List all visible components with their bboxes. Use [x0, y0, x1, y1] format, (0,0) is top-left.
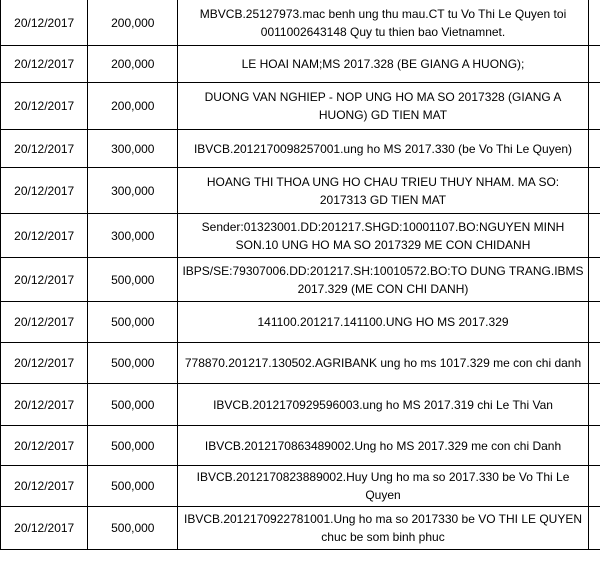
amount-cell: 300,000 — [88, 130, 178, 168]
date-cell: 20/12/2017 — [1, 46, 88, 83]
donation-table-body — [1, 0, 600, 550]
description-cell: MBVCB.25127973.mac benh ung thu mau.CT tu Vo Thi Le Quyen toi 0011002643148 Quy tu thien bao Vietnamnet. — [178, 0, 589, 46]
description-cell: LE HOAI NAM;MS 2017.328 (BE GIANG A HUONG); — [178, 46, 589, 83]
date-cell: 20/12/2017 — [1, 384, 88, 426]
amount-cell: 500,000 — [88, 258, 178, 302]
date-cell: 20/12/2017 — [1, 466, 88, 507]
description-cell: IBVCB.2012170098257001.ung ho MS 2017.330 (be Vo Thi Le Quyen) — [178, 130, 589, 168]
description-cell: IBVCB.2012170863489002.Ung ho MS 2017.329 me con chi Danh — [178, 426, 589, 466]
empty-cell — [588, 343, 600, 384]
empty-cell — [588, 258, 600, 302]
empty-cell — [588, 130, 600, 168]
date-cell: 20/12/2017 — [1, 0, 88, 46]
amount-cell: 500,000 — [88, 302, 178, 343]
empty-cell — [588, 466, 600, 507]
amount-cell: 300,000 — [88, 214, 178, 258]
table-row — [1, 302, 600, 343]
empty-cell — [588, 168, 600, 214]
description-cell: 778870.201217.130502.AGRIBANK ung ho ms 1017.329 me con chi danh — [178, 343, 589, 384]
table-row — [1, 343, 600, 384]
amount-cell: 200,000 — [88, 83, 178, 130]
date-cell: 20/12/2017 — [1, 130, 88, 168]
amount-cell: 300,000 — [88, 168, 178, 214]
amount-cell: 500,000 — [88, 507, 178, 550]
empty-cell — [588, 0, 600, 46]
table-row — [1, 258, 600, 302]
empty-cell — [588, 214, 600, 258]
date-cell: 20/12/2017 — [1, 507, 88, 550]
description-cell: IBVCB.2012170929596003.ung ho MS 2017.319 chi Le Thi Van — [178, 384, 589, 426]
description-cell: HOANG THI THOA UNG HO CHAU TRIEU THUY NHAM. MA SO: 2017313 GD TIEN MAT — [178, 168, 589, 214]
table-row — [1, 83, 600, 130]
table-row — [1, 168, 600, 214]
date-cell: 20/12/2017 — [1, 302, 88, 343]
empty-cell — [588, 46, 600, 83]
amount-cell: 500,000 — [88, 384, 178, 426]
amount-cell: 200,000 — [88, 0, 178, 46]
amount-cell: 500,000 — [88, 466, 178, 507]
empty-cell — [588, 302, 600, 343]
empty-cell — [588, 83, 600, 130]
description-cell: Sender:01323001.DD:201217.SHGD:10001107.BO:NGUYEN MINH SON.10 UNG HO MA SO 2017329 ME CON CHIDANH — [178, 214, 589, 258]
date-cell: 20/12/2017 — [1, 258, 88, 302]
date-cell: 20/12/2017 — [1, 83, 88, 130]
description-cell: IBPS/SE:79307006.DD:201217.SH:10010572.BO:TO DUNG TRANG.IBMS 2017.329 (ME CON CHI DANH) — [178, 258, 589, 302]
empty-cell — [588, 507, 600, 550]
table-row — [1, 466, 600, 507]
table-row — [1, 0, 600, 46]
table-row — [1, 384, 600, 426]
amount-cell: 500,000 — [88, 343, 178, 384]
description-cell: 141100.201217.141100.UNG HO MS 2017.329 — [178, 302, 589, 343]
date-cell: 20/12/2017 — [1, 343, 88, 384]
amount-cell: 200,000 — [88, 46, 178, 83]
date-cell: 20/12/2017 — [1, 426, 88, 466]
date-cell: 20/12/2017 — [1, 214, 88, 258]
description-cell: DUONG VAN NGHIEP - NOP UNG HO MA SO 2017328 (GIANG A HUONG) GD TIEN MAT — [178, 83, 589, 130]
empty-cell — [588, 384, 600, 426]
table-row — [1, 130, 600, 168]
table-row — [1, 46, 600, 83]
description-cell: IBVCB.2012170823889002.Huy Ung ho ma so 2017.330 be Vo Thi Le Quyen — [178, 466, 589, 507]
table-row — [1, 507, 600, 550]
empty-cell — [588, 426, 600, 466]
table-row — [1, 214, 600, 258]
table-row — [1, 426, 600, 466]
amount-cell: 500,000 — [88, 426, 178, 466]
description-cell: IBVCB.2012170922781001.Ung ho ma so 2017330 be VO THI LE QUYEN chuc be som binh phuc — [178, 507, 589, 550]
date-cell: 20/12/2017 — [1, 168, 88, 214]
